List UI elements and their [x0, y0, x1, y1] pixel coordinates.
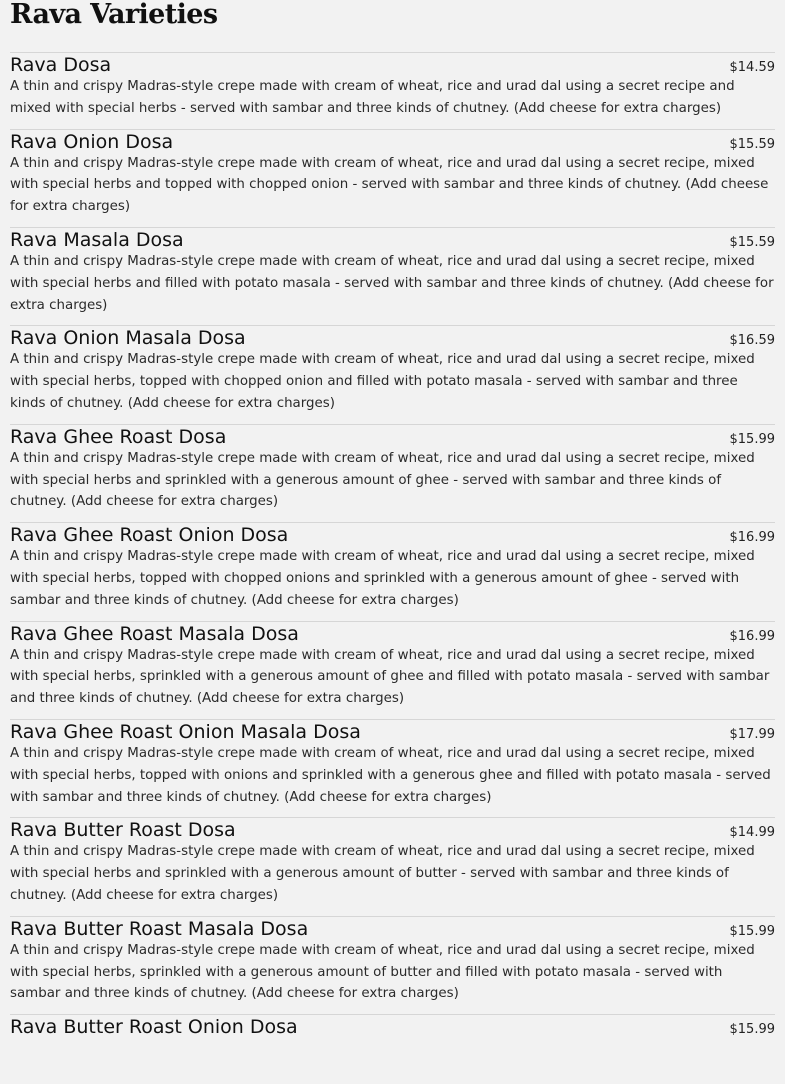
menu-item[interactable] [10, 52, 775, 129]
menu-list [10, 52, 775, 1047]
menu-item-price: $16.99 [729, 628, 775, 644]
menu-item-header [10, 1016, 775, 1038]
menu-item-price: $15.99 [729, 923, 775, 939]
menu-item-description: A thin and crispy Madras-style crepe made with cream of wheat, rice and urad dal using a secret recipe, mixed with special herbs, topped with chopped onions and sprinkled with a generous amount of ghee - served with sambar and three kinds of chutney. (Add cheese for extra charges) [10, 549, 755, 608]
menu-item[interactable] [10, 424, 775, 522]
menu-item-price: $15.99 [729, 431, 775, 447]
menu-item[interactable] [10, 325, 775, 423]
menu-item-header [10, 623, 775, 645]
menu-item-name: Rava Ghee Roast Onion Masala Dosa [10, 720, 361, 743]
menu-item-name: Rava Butter Roast Onion Dosa [10, 1016, 298, 1039]
menu-item-header [10, 819, 775, 841]
menu-item-name: Rava Ghee Roast Dosa [10, 425, 227, 448]
section-title: Rava Varieties [10, 0, 218, 30]
menu-item-name: Rava Masala Dosa [10, 228, 184, 251]
menu-item-name: Rava Ghee Roast Onion Dosa [10, 524, 289, 547]
menu-item-price: $17.99 [729, 726, 775, 742]
menu-item-name: Rava Onion Masala Dosa [10, 327, 246, 350]
menu-item[interactable] [10, 817, 775, 915]
menu-item-price: $15.99 [729, 1022, 775, 1038]
menu-item-description: A thin and crispy Madras-style crepe made with cream of wheat, rice and urad dal using a secret recipe and mixed with special herbs - served with sambar and three kinds of chutney. (Add cheese for extra charges) [10, 79, 735, 116]
menu-item[interactable] [10, 522, 775, 620]
menu-item-description: A thin and crispy Madras-style crepe made with cream of wheat, rice and urad dal using a secret recipe, mixed with special herbs and filled with potato masala - served with sambar and three kinds of chutney. (Add cheese for extra charges) [10, 253, 774, 313]
menu-item-description: A thin and crispy Madras-style crepe made with cream of wheat, rice and urad dal using a secret recipe, mixed with special herbs, sprinkled with a generous amount of butter and filled with potato masala - served with sambar and three kinds of chutney. (Add cheese for extra charges) [10, 942, 755, 1002]
menu-item-price: $15.59 [729, 136, 775, 152]
menu-item-header [10, 721, 775, 743]
menu-item[interactable] [10, 129, 775, 227]
menu-item-description: A thin and crispy Madras-style crepe made with cream of wheat, rice and urad dal using a secret recipe, mixed with special herbs, sprinkled with a generous amount of ghee and filled with potato masala - served with sambar and three kinds of chutney. (Add cheese for extra charges) [10, 647, 770, 707]
menu-item-description: A thin and crispy Madras-style crepe made with cream of wheat, rice and urad dal using a secret recipe, mixed with special herbs and sprinkled with a generous amount of butter - served with sambar and three kinds of chutney. (Add cheese for extra charges) [10, 844, 755, 903]
menu-item-header [10, 131, 775, 153]
menu-item-description: A thin and crispy Madras-style crepe made with cream of wheat, rice and urad dal using a secret recipe, mixed with special herbs and topped with chopped onion - served with sambar and three kinds of chutney. (Add cheese for extra charges) [10, 155, 769, 215]
menu-item[interactable] [10, 227, 775, 325]
menu-item-description: A thin and crispy Madras-style crepe made with cream of wheat, rice and urad dal using a secret recipe, mixed with special herbs, topped with onions and sprinkled with a generous ghee and filled with potato masala - served with sambar and three kinds of chutney. (Add cheese for extra charges) [10, 745, 771, 805]
menu-item-name: Rava Ghee Roast Masala Dosa [10, 622, 299, 645]
menu-item[interactable] [10, 719, 775, 817]
menu-item-header [10, 426, 775, 448]
menu-item-price: $16.59 [729, 333, 775, 349]
menu-item[interactable] [10, 916, 775, 1014]
menu-item-header [10, 327, 775, 349]
menu-item[interactable] [10, 1014, 775, 1047]
menu-item-header [10, 54, 775, 76]
menu-item-header [10, 524, 775, 546]
menu-item-price: $14.59 [729, 60, 775, 75]
menu-item-name: Rava Dosa [10, 54, 112, 76]
menu-item-price: $14.99 [729, 825, 775, 841]
menu-item-price: $16.99 [729, 530, 775, 546]
menu-item-header [10, 229, 775, 251]
menu-item-description: A thin and crispy Madras-style crepe made with cream of wheat, rice and urad dal using a secret recipe, mixed with special herbs, topped with chopped onion and filled with potato masala - served with sambar and three kinds of chutney. (Add cheese for extra charges) [10, 352, 755, 411]
menu-item-name: Rava Onion Dosa [10, 130, 174, 153]
menu-item-price: $15.59 [729, 234, 775, 250]
menu-item-name: Rava Butter Roast Masala Dosa [10, 917, 309, 940]
menu-item-header [10, 918, 775, 940]
menu-item[interactable] [10, 621, 775, 719]
menu-item-description: A thin and crispy Madras-style crepe made with cream of wheat, rice and urad dal using a secret recipe, mixed with special herbs and sprinkled with a generous amount of ghee - served with sambar and three kinds of chutney. (Add cheese for extra charges) [10, 450, 755, 510]
menu-item-name: Rava Butter Roast Dosa [10, 819, 236, 842]
